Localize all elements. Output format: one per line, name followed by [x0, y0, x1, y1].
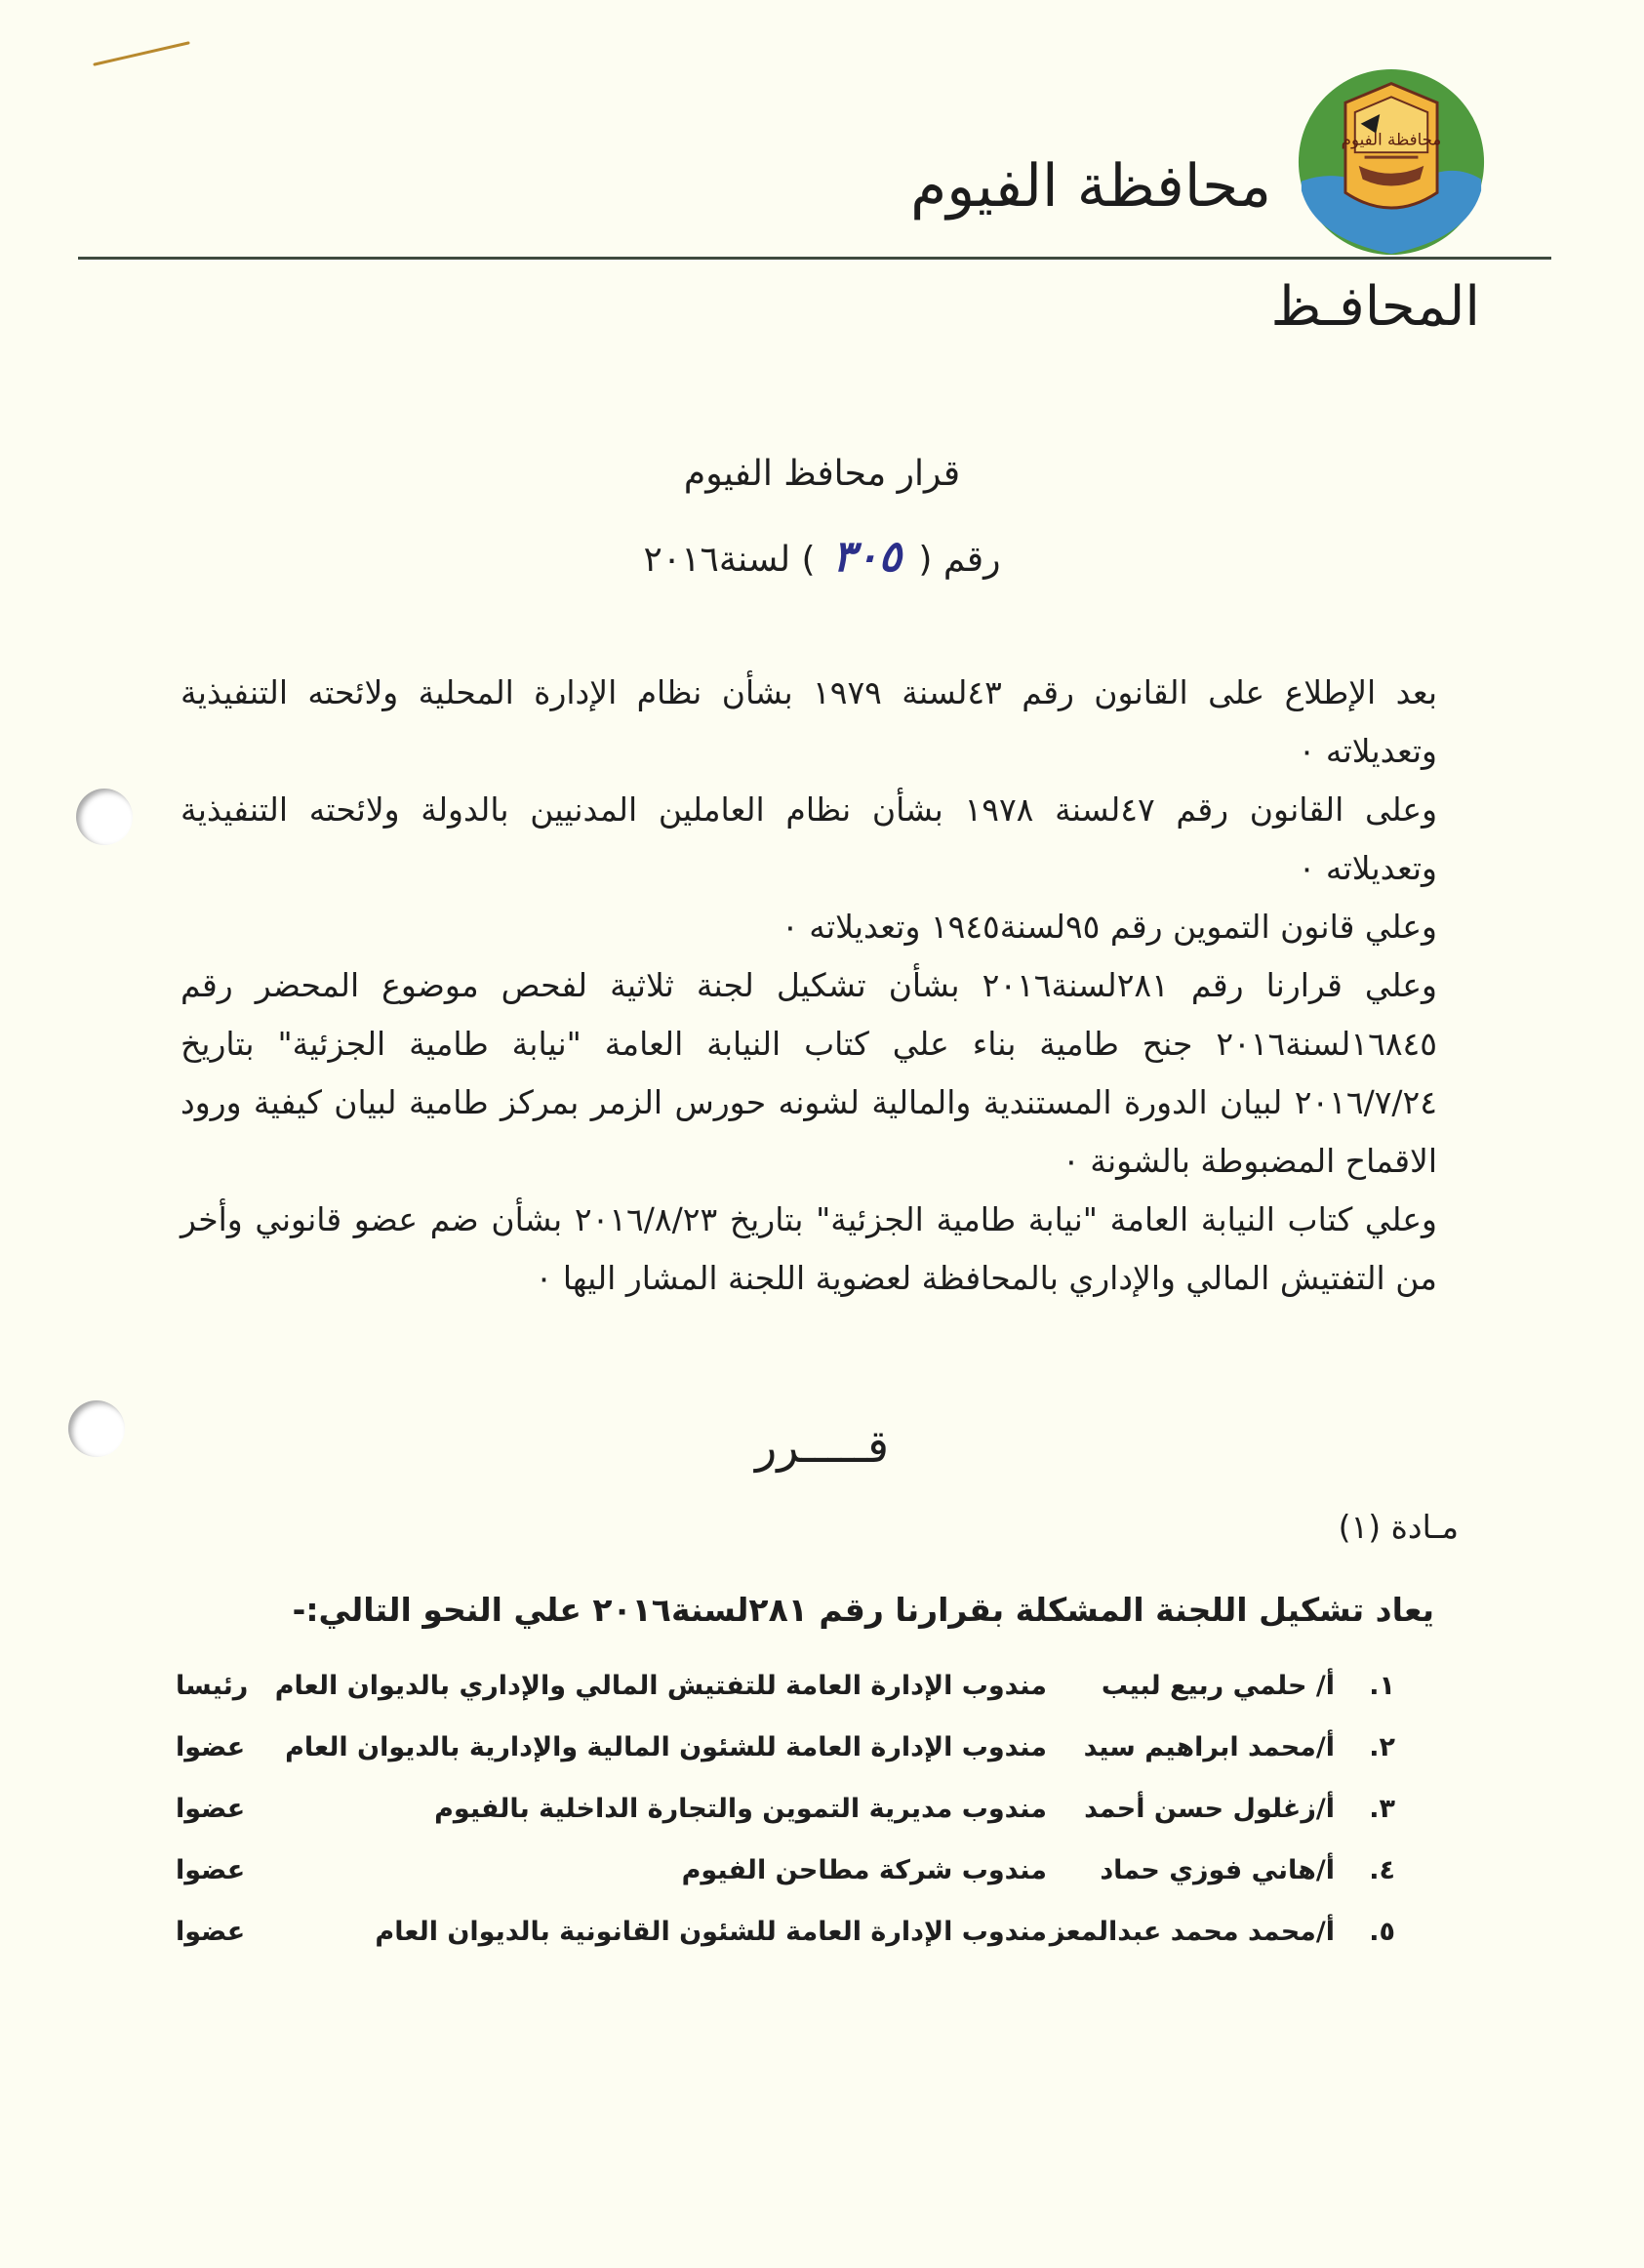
member-role: مندوب مديرية التموين والتجارة الداخلية بالفيوم: [434, 1794, 1047, 1824]
member-position: عضوا: [176, 1917, 246, 1947]
preamble-text: [180, 664, 1437, 1308]
list-item: [176, 1917, 1395, 1978]
svg-text:محافظة الفيوم: محافظة الفيوم: [1341, 130, 1442, 149]
member-index: ١.: [1369, 1671, 1395, 1701]
committee-members-list: [176, 1671, 1395, 1978]
preamble-paragraph: وعلى القانون رقم ٤٧لسنة ١٩٧٨ بشأن نظام العاملين المدنيين بالدولة ولائحته التنفيذية وتعديلاته ٠: [180, 790, 1437, 887]
member-role: مندوب شركة مطاحن الفيوم: [681, 1855, 1047, 1885]
decree-number-handwritten: ٣٠٥: [832, 532, 902, 582]
member-role: مندوب الإدارة العامة للشئون القانونية بالديوان العام: [375, 1917, 1047, 1947]
punch-hole-top: [76, 789, 133, 845]
member-index: ٢.: [1369, 1732, 1395, 1762]
member-role: مندوب الإدارة العامة للتفتيش المالي والإداري بالديوان العام: [274, 1671, 1047, 1701]
header-divider: [78, 257, 1551, 260]
member-name: أ/هاني فوزي حماد: [1100, 1855, 1335, 1885]
article-intro: يعاد تشكيل اللجنة المشكلة بقرارنا رقم ٢٨١لسنة٢٠١٦ علي النحو التالي:-: [292, 1591, 1434, 1629]
governorate-name: محافظة الفيوم: [910, 152, 1271, 221]
article-label: مـادة (١): [1338, 1508, 1459, 1546]
fayoum-governorate-logo-icon: [1296, 66, 1487, 258]
decree-number-line: [0, 532, 1644, 582]
member-name: أ/محمد محمد عبدالمعز: [1049, 1917, 1335, 1947]
decree-number-suffix: ) لسنة٢٠١٦: [643, 540, 816, 580]
preamble-paragraph: بعد الإطلاع على القانون رقم ٤٣لسنة ١٩٧٩ بشأن نظام الإدارة المحلية ولائحته التنفيذية وتعديلاته ٠: [180, 673, 1437, 770]
member-name: أ/زغلول حسن أحمد: [1084, 1794, 1335, 1824]
governor-title: المحافـظ: [1270, 275, 1480, 339]
member-index: ٤.: [1369, 1855, 1395, 1885]
member-name: أ/محمد ابراهيم سيد: [1083, 1732, 1335, 1762]
list-item: [176, 1855, 1395, 1917]
list-item: [176, 1732, 1395, 1794]
preamble-paragraph: وعلي قرارنا رقم ٢٨١لسنة٢٠١٦ بشأن تشكيل لجنة ثلاثية لفحص موضوع المحضر رقم ١٦٨٤٥لسنة٢٠١٦ جنح طامية بناء علي كتاب النيابة العامة "نيابة طامية الجزئية" بتاريخ ٢٠١٦/٧/٢٤ لبيان الدورة المستندية والمالية لشونه حورس الزمر بمركز طامية لبيان كيفية ورود الاقماح المضبوطة بالشونة ٠: [180, 966, 1437, 1180]
member-index: ٥.: [1369, 1917, 1395, 1947]
list-item: [176, 1794, 1395, 1855]
member-position: عضوا: [176, 1855, 246, 1885]
decree-title: قرار محافظ الفيوم: [683, 454, 961, 494]
member-position: عضوا: [176, 1732, 246, 1762]
member-index: ٣.: [1369, 1794, 1395, 1824]
member-position: رئيسا: [176, 1671, 249, 1701]
decree-number-prefix: رقم (: [918, 540, 1001, 580]
preamble-paragraph: وعلي كتاب النيابة العامة "نيابة طامية الجزئية" بتاريخ ٢٠١٦/٨/٢٣ بشأن ضم عضو قانوني وأخر من التفتيش المالي والإداري بالمحافظة لعضوية اللجنة المشار اليها ٠: [180, 1200, 1437, 1297]
pen-stroke-mark: [93, 39, 190, 68]
decided-heading: قـــــرر: [755, 1420, 889, 1473]
member-position: عضوا: [176, 1794, 246, 1824]
list-item: [176, 1671, 1395, 1732]
preamble-paragraph: وعلي قانون التموين رقم ٩٥لسنة١٩٤٥ وتعديلاته ٠: [782, 908, 1437, 946]
member-role: مندوب الإدارة العامة للشئون المالية والإدارية بالديوان العام: [285, 1732, 1047, 1762]
member-name: أ/ حلمي ربيع لبيب: [1101, 1671, 1335, 1701]
